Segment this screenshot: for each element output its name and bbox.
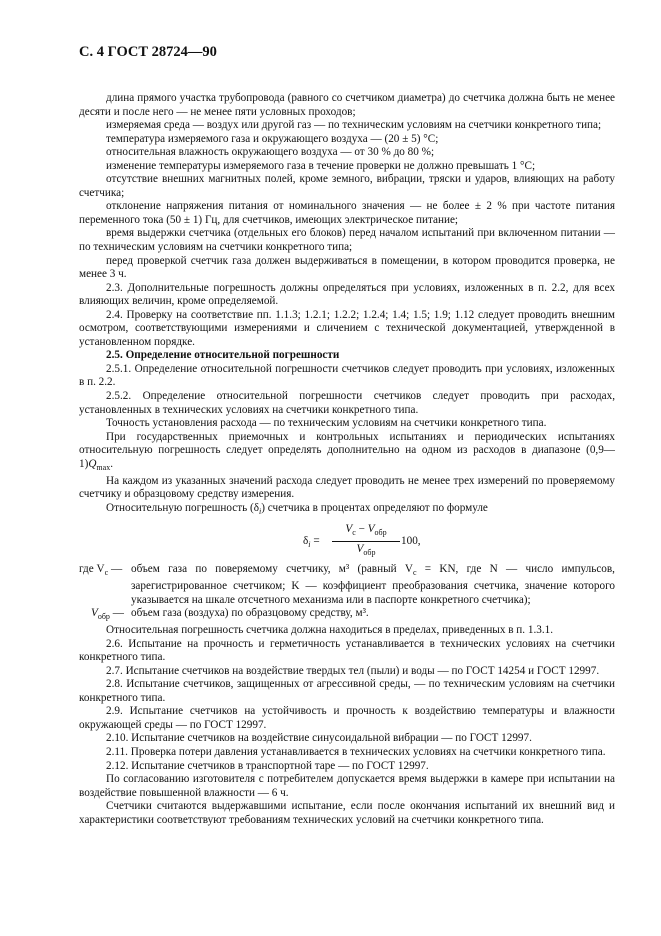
paragraph: Счетчики считаются выдержавшими испытание, если после окончания испытаний их внешний вид и характеристики соответствуют требованиям технических условий на счетчики конкретного типа. bbox=[79, 800, 615, 826]
definition-term: где $V_c$ — bbox=[79, 563, 123, 578]
paragraph: 2.3. Дополнительные погрешность должны определяться при условиях, изложенных в п. 2.2, для всех влияющих величин, кроме определяемой. bbox=[79, 281, 615, 308]
paragraph: измеряемая среда — воздух или другой газ — по техническим условиям на счетчики конкретного типа; bbox=[106, 119, 602, 132]
formula-fraction bbox=[332, 523, 400, 560]
paragraph: 2.4. Проверку на соответствие пп. 1.1.3; 1.2.1; 1.2.2; 1.2.4; 1.4; 1.5; 1.9; 1.12 следует проводить внешним осмотром, соответствующими измерениями и сличением с технической документацией, утвержденной в установленном порядке. bbox=[79, 308, 615, 348]
formula-rhs: 100, bbox=[401, 535, 421, 548]
paragraph: 2.6. Испытание на прочность и герметичность устанавливается в технических условиях на счетчики конкретного типа. bbox=[79, 637, 615, 664]
paragraph: На каждом из указанных значений расхода следует проводить не менее трех измерений по проверяемому счетчику и образцовому средству измерения. bbox=[79, 474, 615, 501]
paragraph: относительная влажность окружающего воздуха — от 30 % до 80 %; bbox=[106, 146, 435, 159]
paragraph: 2.5.1. Определение относительной погрешности счетчиков следует проводить при условиях, изложенных в п. 2.2. bbox=[79, 362, 615, 389]
paragraph: Точность установления расхода — по техническим условиям на счетчики конкретного типа. bbox=[106, 417, 547, 430]
section-heading: 2.5. Определение относительной погрешности bbox=[106, 349, 340, 362]
paragraph bbox=[79, 431, 615, 475]
flow-symbol: Q bbox=[88, 457, 97, 470]
page-header: С. 4 ГОСТ 28724—90 bbox=[79, 44, 217, 60]
paragraph: отклонение напряжения питания от номинального значения — не более ± 2 % при частоте питания переменного тока (50 ± 1) Гц, для счетчиков, имеющих электрическое питание; bbox=[79, 200, 615, 226]
paragraph-text: ) счетчика в процентах определяют по формуле bbox=[261, 501, 488, 514]
paragraph: отсутствие внешних магнитных полей, кроме земного, вибрации, тряски и ударов, влияющих на работу счетчика; bbox=[79, 173, 615, 199]
paragraph: температура измеряемого газа и окружающего воздуха — (20 ± 5) °С; bbox=[106, 132, 439, 145]
index-subscript: i bbox=[259, 506, 262, 516]
paragraph: длина прямого участка трубопровода (равного со счетчиком диаметра) до счетчика должна быть не менее десяти и после него — не менее пяти условных проходов; bbox=[79, 92, 615, 118]
definition-body: объем газа (воздуха) по образцовому средству, м³. bbox=[131, 607, 369, 620]
definition-vobr bbox=[91, 607, 615, 624]
paragraph: 2.9. Испытание счетчиков на устойчивость и прочность к воздействию температуры и влажности окружающей среды — по ГОСТ 12997. bbox=[79, 705, 615, 731]
document-body bbox=[79, 92, 615, 827]
paragraph: время выдержки счетчика (отдельных его блоков) перед началом испытаний при включенном питании — по техническим условиям на счетчики конкретного типа; bbox=[79, 227, 615, 254]
paragraph bbox=[79, 502, 615, 519]
paragraph-text: При государственных приемочных и контрольных испытаниях и периодических испытаниях относительную погрешность следует определять дополнительно на одном из расходов в диапазоне (0,9—1) bbox=[79, 430, 615, 470]
paragraph: По согласованию изготовителя с потребителем допускается время выдержки в камере при испытании на воздействие повышенной влажности — 6 ч. bbox=[79, 773, 615, 799]
definition-vc bbox=[79, 563, 615, 607]
paragraph: 2.8. Испытание счетчиков, защищенных от агрессивной среды, — по техническим условиям на счетчики конкретного типа. bbox=[79, 678, 615, 704]
formula-numerator: $V_c - V_{обр}$ bbox=[332, 523, 400, 542]
flow-subscript: max bbox=[96, 463, 111, 472]
paragraph-text: Относительную погрешность (δ bbox=[106, 501, 260, 514]
definition-body: объем газа по поверяемому счетчику, м³ (равный $V_c$ = KN, где N — число импульсов, зарегистрированное счетчиком; K — коэффициент преобразования счетчика, значение которого указывается на шкале отсчетного механизма или в паспорте конкретного счетчика); bbox=[131, 563, 615, 606]
paragraph: Относительная погрешность счетчика должна находиться в пределах, приведенных в п. 1.3.1. bbox=[106, 624, 554, 637]
definition-term: $V_{обр}$ — bbox=[91, 607, 124, 622]
paragraph: 2.10. Испытание счетчиков на воздействие синусоидальной вибрации — по ГОСТ 12997. bbox=[106, 732, 532, 745]
paragraph: перед проверкой счетчик газа должен выдерживаться в помещении, в котором проводится проверка, не менее 3 ч. bbox=[79, 254, 615, 281]
formula-lhs: $\delta_i$ = bbox=[303, 535, 320, 550]
paragraph-end: . bbox=[110, 457, 113, 470]
paragraph: 2.5.2. Определение относительной погрешности счетчиков следует проводить при расходах, установленных в технических условиях на счетчики конкретного типа. bbox=[79, 390, 615, 416]
paragraph: 2.7. Испытание счетчиков на воздействие твердых тел (пыли) и воды — по ГОСТ 14254 и ГОСТ 12997. bbox=[106, 664, 600, 677]
formula-denominator: $V_{обр}$ bbox=[356, 543, 376, 558]
error-formula bbox=[79, 523, 615, 559]
paragraph: изменение температуры измеряемого газа в течение проверки не должно превышать 1 °С; bbox=[106, 159, 536, 172]
paragraph: 2.12. Испытание счетчиков в транспортной таре — по ГОСТ 12997. bbox=[106, 759, 429, 772]
paragraph: 2.11. Проверка потери давления устанавливается в технических условиях на счетчики конкретного типа. bbox=[106, 746, 606, 758]
